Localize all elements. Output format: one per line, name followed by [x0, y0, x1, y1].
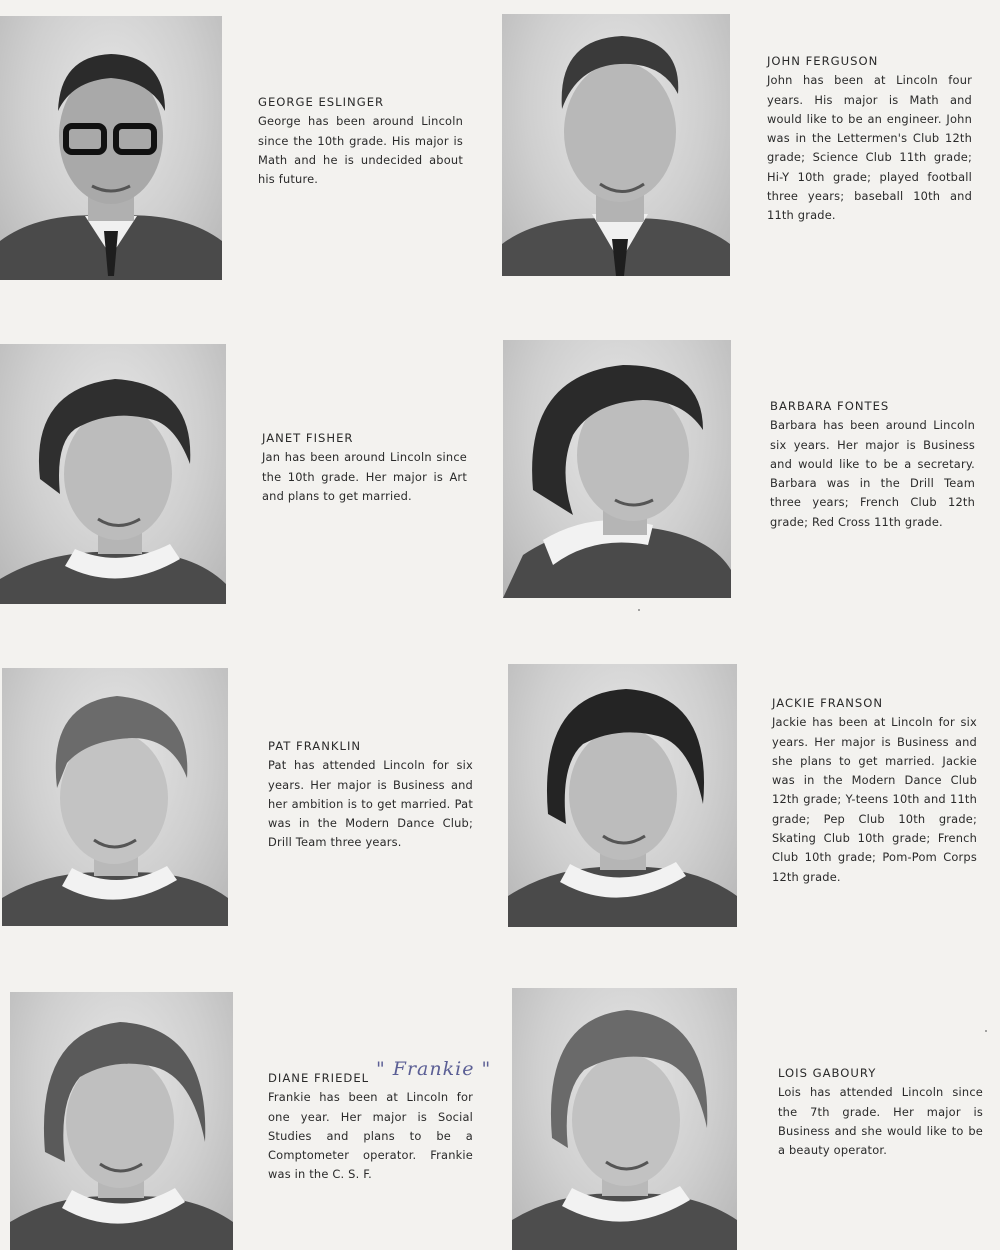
photo-diane-friedel: [10, 992, 233, 1250]
photo-john-ferguson: [502, 14, 730, 276]
bio-jackie-franson: [772, 694, 977, 887]
portrait-photo-girl-icon: [512, 988, 737, 1250]
bio-pat-franklin: [268, 737, 473, 853]
student-bio: Jackie has been at Lincoln for six years. Her major is Business and she plans to get married. Jackie was in the Modern Dance Club 12th grade; Y-teens 10th and 11th grade; Pep Club 10th grade; Skating Club 10th grade; French Club 10th grade; Pom-Pom Corps 12th grade.: [772, 715, 977, 884]
portrait-photo-boy-glasses-icon: [0, 16, 222, 280]
bio-john-ferguson: [767, 52, 972, 226]
student-name: JACKIE FRANSON: [772, 696, 884, 710]
photo-lois-gaboury: [512, 988, 737, 1250]
student-name: GEORGE ESLINGER: [258, 95, 385, 109]
bio-lois-gaboury: [778, 1064, 983, 1160]
student-bio: Barbara has been around Lincoln six years. Her major is Business and would like to be a secretary. Barbara was in the Drill Team three years; French Club 12th grade; Red Cross 11th grade.: [770, 418, 975, 529]
photo-jackie-franson: [508, 664, 737, 927]
photo-barbara-fontes: [503, 340, 731, 598]
paper-speck: [638, 609, 640, 611]
student-name: BARBARA FONTES: [770, 399, 890, 413]
portrait-photo-girl-icon: [503, 340, 731, 598]
student-bio: John has been at Lincoln four years. His major is Math and would like to be an engineer. John was in the Lettermen's Club 12th grade; Science Club 11th grade; Hi-Y 10th grade; played football three years; baseball 10th and 11th grade.: [767, 73, 972, 223]
bio-barbara-fontes: [770, 397, 975, 532]
photo-george-eslinger: [0, 16, 222, 280]
portrait-photo-girl-icon: [2, 668, 228, 926]
portrait-photo-boy-icon: [502, 14, 730, 276]
student-name: DIANE FRIEDEL: [268, 1071, 370, 1085]
photo-janet-fisher: [0, 344, 226, 604]
bio-diane-friedel: [268, 1069, 473, 1185]
portrait-photo-girl-icon: [508, 664, 737, 927]
portrait-photo-girl-icon: [10, 992, 233, 1250]
photo-pat-franklin: [2, 668, 228, 926]
paper-speck: [985, 1030, 987, 1032]
student-bio: Jan has been around Lincoln since the 10th grade. Her major is Art and plans to get married.: [262, 450, 467, 503]
student-bio: Pat has attended Lincoln for six years. Her major is Business and her ambition is to get married. Pat was in the Modern Dance Club; Drill Team three years.: [268, 758, 473, 850]
student-bio: Frankie has been at Lincoln for one year. Her major is Social Studies and plans to be a Comptometer operator. Frankie was in the C. S. F.: [268, 1090, 473, 1182]
student-bio: George has been around Lincoln since the 10th grade. His major is Math and he is undecided about his future.: [258, 114, 463, 187]
handwritten-nickname: " Frankie ": [376, 1058, 492, 1080]
bio-janet-fisher: [262, 429, 467, 506]
student-name: JANET FISHER: [262, 431, 354, 445]
student-name: JOHN FERGUSON: [767, 54, 879, 68]
bio-george-eslinger: [258, 93, 463, 189]
student-bio: Lois has attended Lincoln since the 7th grade. Her major is Business and she would like to be a beauty operator.: [778, 1085, 983, 1158]
student-name: LOIS GABOURY: [778, 1066, 877, 1080]
student-name: PAT FRANKLIN: [268, 739, 362, 753]
portrait-photo-girl-icon: [0, 344, 226, 604]
